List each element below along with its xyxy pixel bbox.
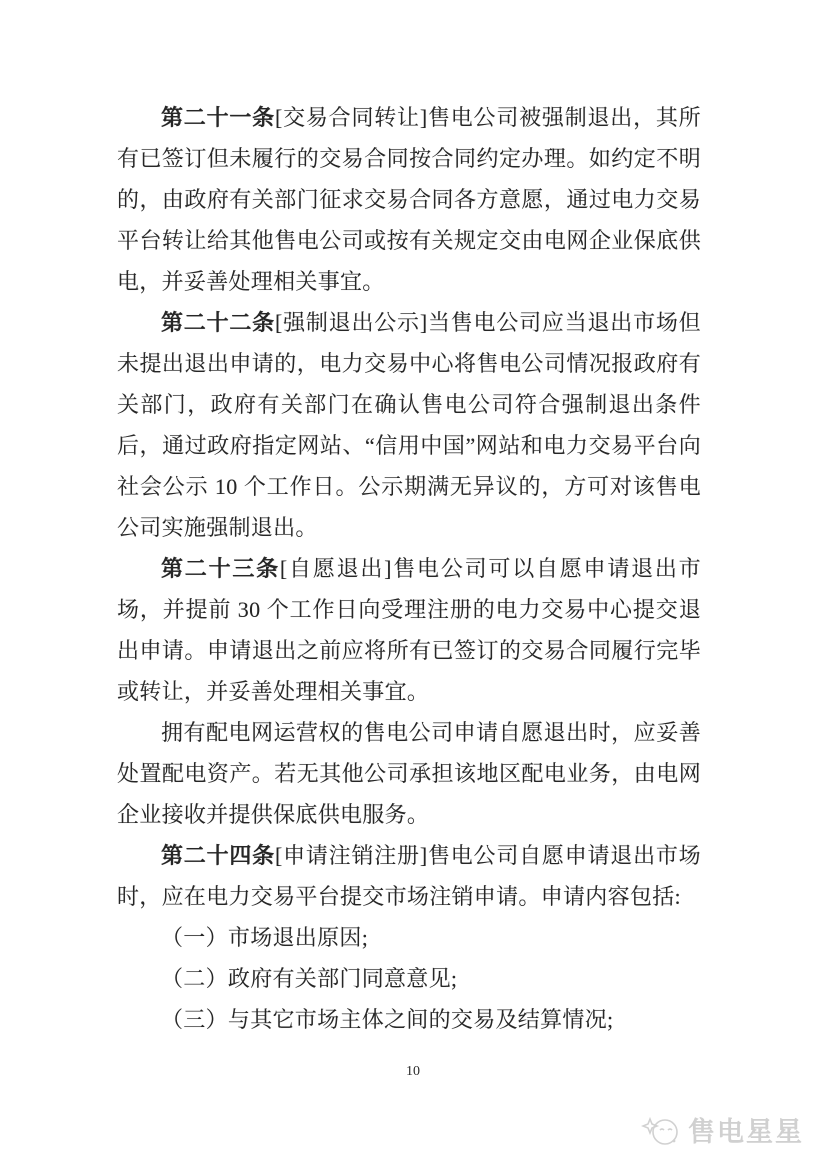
article-23-number: 第二十三条 [161, 556, 280, 581]
paragraph-distribution-assets-text: 拥有配电网运营权的售电公司申请自愿退出时，应妥善处置配电资产。若无其他公司承担该地区配电业务，由电网企业接收并提供保底供电服务。 [117, 720, 701, 827]
article-24-text: [申请注销注册]售电公司自愿申请退出市场时，应在电力交易平台提交市场注销申请。申请内容包括: [117, 843, 701, 909]
paragraph-article-24 [117, 835, 701, 917]
article-23-text: [自愿退出]售电公司可以自愿申请退出市场，并提前 30 个工作日向受理注册的电力交易中心提交退出申请。申请退出之前应将所有已签订的交易合同履行完毕或转让，并妥善处理相关事宜。 [117, 556, 701, 704]
document-body [117, 97, 701, 1040]
watermark [641, 1110, 804, 1149]
paragraph-article-22 [117, 302, 701, 548]
article-22-number: 第二十二条 [161, 310, 275, 335]
list-item-3: （三）与其它市场主体之间的交易及结算情况; [161, 1007, 614, 1032]
paragraph-article-21 [117, 97, 701, 302]
list-item-1: （一）市场退出原因; [161, 925, 369, 950]
paragraph-article-23 [117, 548, 701, 712]
article-21-number: 第二十一条 [161, 105, 275, 130]
stars-moon-logo-icon [641, 1111, 681, 1149]
page-number: 10 [406, 1064, 420, 1079]
article-22-text: [强制退出公示]当售电公司应当退出市场但未提出退出申请的，电力交易中心将售电公司情况报政府有关部门，政府有关部门在确认售电公司符合强制退出条件后，通过政府指定网站、“信用中国”网站和电力交易平台向社会公示 10 个工作日。公示期满无异议的，方可对该售电公司实施强制退出。 [117, 310, 701, 540]
list-item-2: （二）政府有关部门同意意见; [161, 966, 458, 991]
article-21-text: [交易合同转让]售电公司被强制退出，其所有已签订但未履行的交易合同按合同约定办理。如约定不明的，由政府有关部门征求交易合同各方意愿，通过电力交易平台转让给其他售电公司或按有关规定交由电网企业保底供电，并妥善处理相关事宜。 [117, 105, 701, 294]
watermark-text: 售电星星 [688, 1117, 804, 1147]
article-24-number: 第二十四条 [161, 843, 275, 868]
paragraph-distribution-assets [117, 712, 701, 835]
